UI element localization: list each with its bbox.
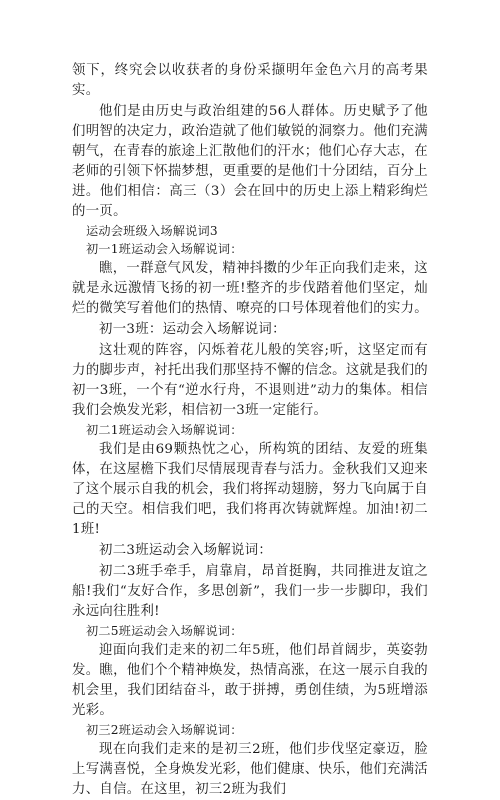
class-heading: 初一1班运动会入场解说词： [86, 242, 243, 256]
class-heading: 初二5班运动会入场解说词： [86, 624, 243, 638]
paragraph-class-speech: 迎面向我们走来的初二年5班，他们昂首阔步，英姿勃发。瞧，他们个个精神焕发，热情高涨，在这一展示自我的机会里，我们团结奋斗，敢于拼搏，勇创佳绩，为5班增添光彩。 [72, 643, 428, 718]
class-heading: 初一3班：运动会入场解说词： [99, 322, 286, 337]
paragraph-continuation: 领下，终究会以收获者的身份采撷明年金色六月的高考果实。 [72, 63, 428, 98]
paragraph-class-speech: 初二3班手牵手，肩靠肩，昂首挺胸，共同推进友谊之船!我们“友好合作，多思创新”，我们一步一步脚印，我们永远向往胜利! [72, 564, 428, 619]
section-heading: 运动会班级入场解说词3 [86, 224, 218, 238]
paragraph-class-speech: 瞧，一群意气风发，精神抖擞的少年正向我们走来，这就是永远激情飞扬的初一班!整齐的步伐踏着他们坚定，灿烂的微笑写着他们的热情、嘹亮的口号体现着他们的实力。 [72, 261, 428, 316]
paragraph-class-speech: 我们是由69颗热忱之心，所构筑的团结、友爱的班集体，在这屋檐下我们尽情展现青春与活力。金秋我们又迎来了这个展示自我的机会，我们将挥动翅膀，努力飞向属于自己的天空。相信我们吧，我们将再次铸就辉煌。加油!初二1班! [72, 442, 428, 537]
class-heading: 初二3班运动会入场解说词： [99, 543, 273, 558]
paragraph-class-speech: 现在向我们走来的是初三2班，他们步伐坚定豪迈，脸上写满喜悦，全身焕发光彩，他们健康、快乐，他们充满活力、自信。在这里，初三2班为我们 [72, 742, 428, 797]
class-heading: 初二1班运动会入场解说词： [86, 423, 243, 437]
paragraph-class-intro: 他们是由历史与政治组建的56人群体。历史赋予了他们明智的决定力，政治造就了他们敏锐的洞察力。他们充满朝气，在青春的旅途上汇散他们的汗水；他们心存大志，在老师的引领下怀揣梦想，更重要的是他们十分团结，百分上进。他们相信：高三（3）会在回中的历史上添上精彩绚烂的一页。 [72, 104, 428, 219]
paragraph-class-speech: 这壮观的阵容，闪烁着花儿般的笑容;听，这坚定而有力的脚步声，衬托出我们那坚持不懈的信念。这就是我们的初一3班，一个有“逆水行舟，不退则进”动力的集体。相信我们会焕发光彩，相信初一3班一定能行。 [72, 343, 428, 418]
class-heading: 初三2班运动会入场解说词： [86, 723, 243, 737]
